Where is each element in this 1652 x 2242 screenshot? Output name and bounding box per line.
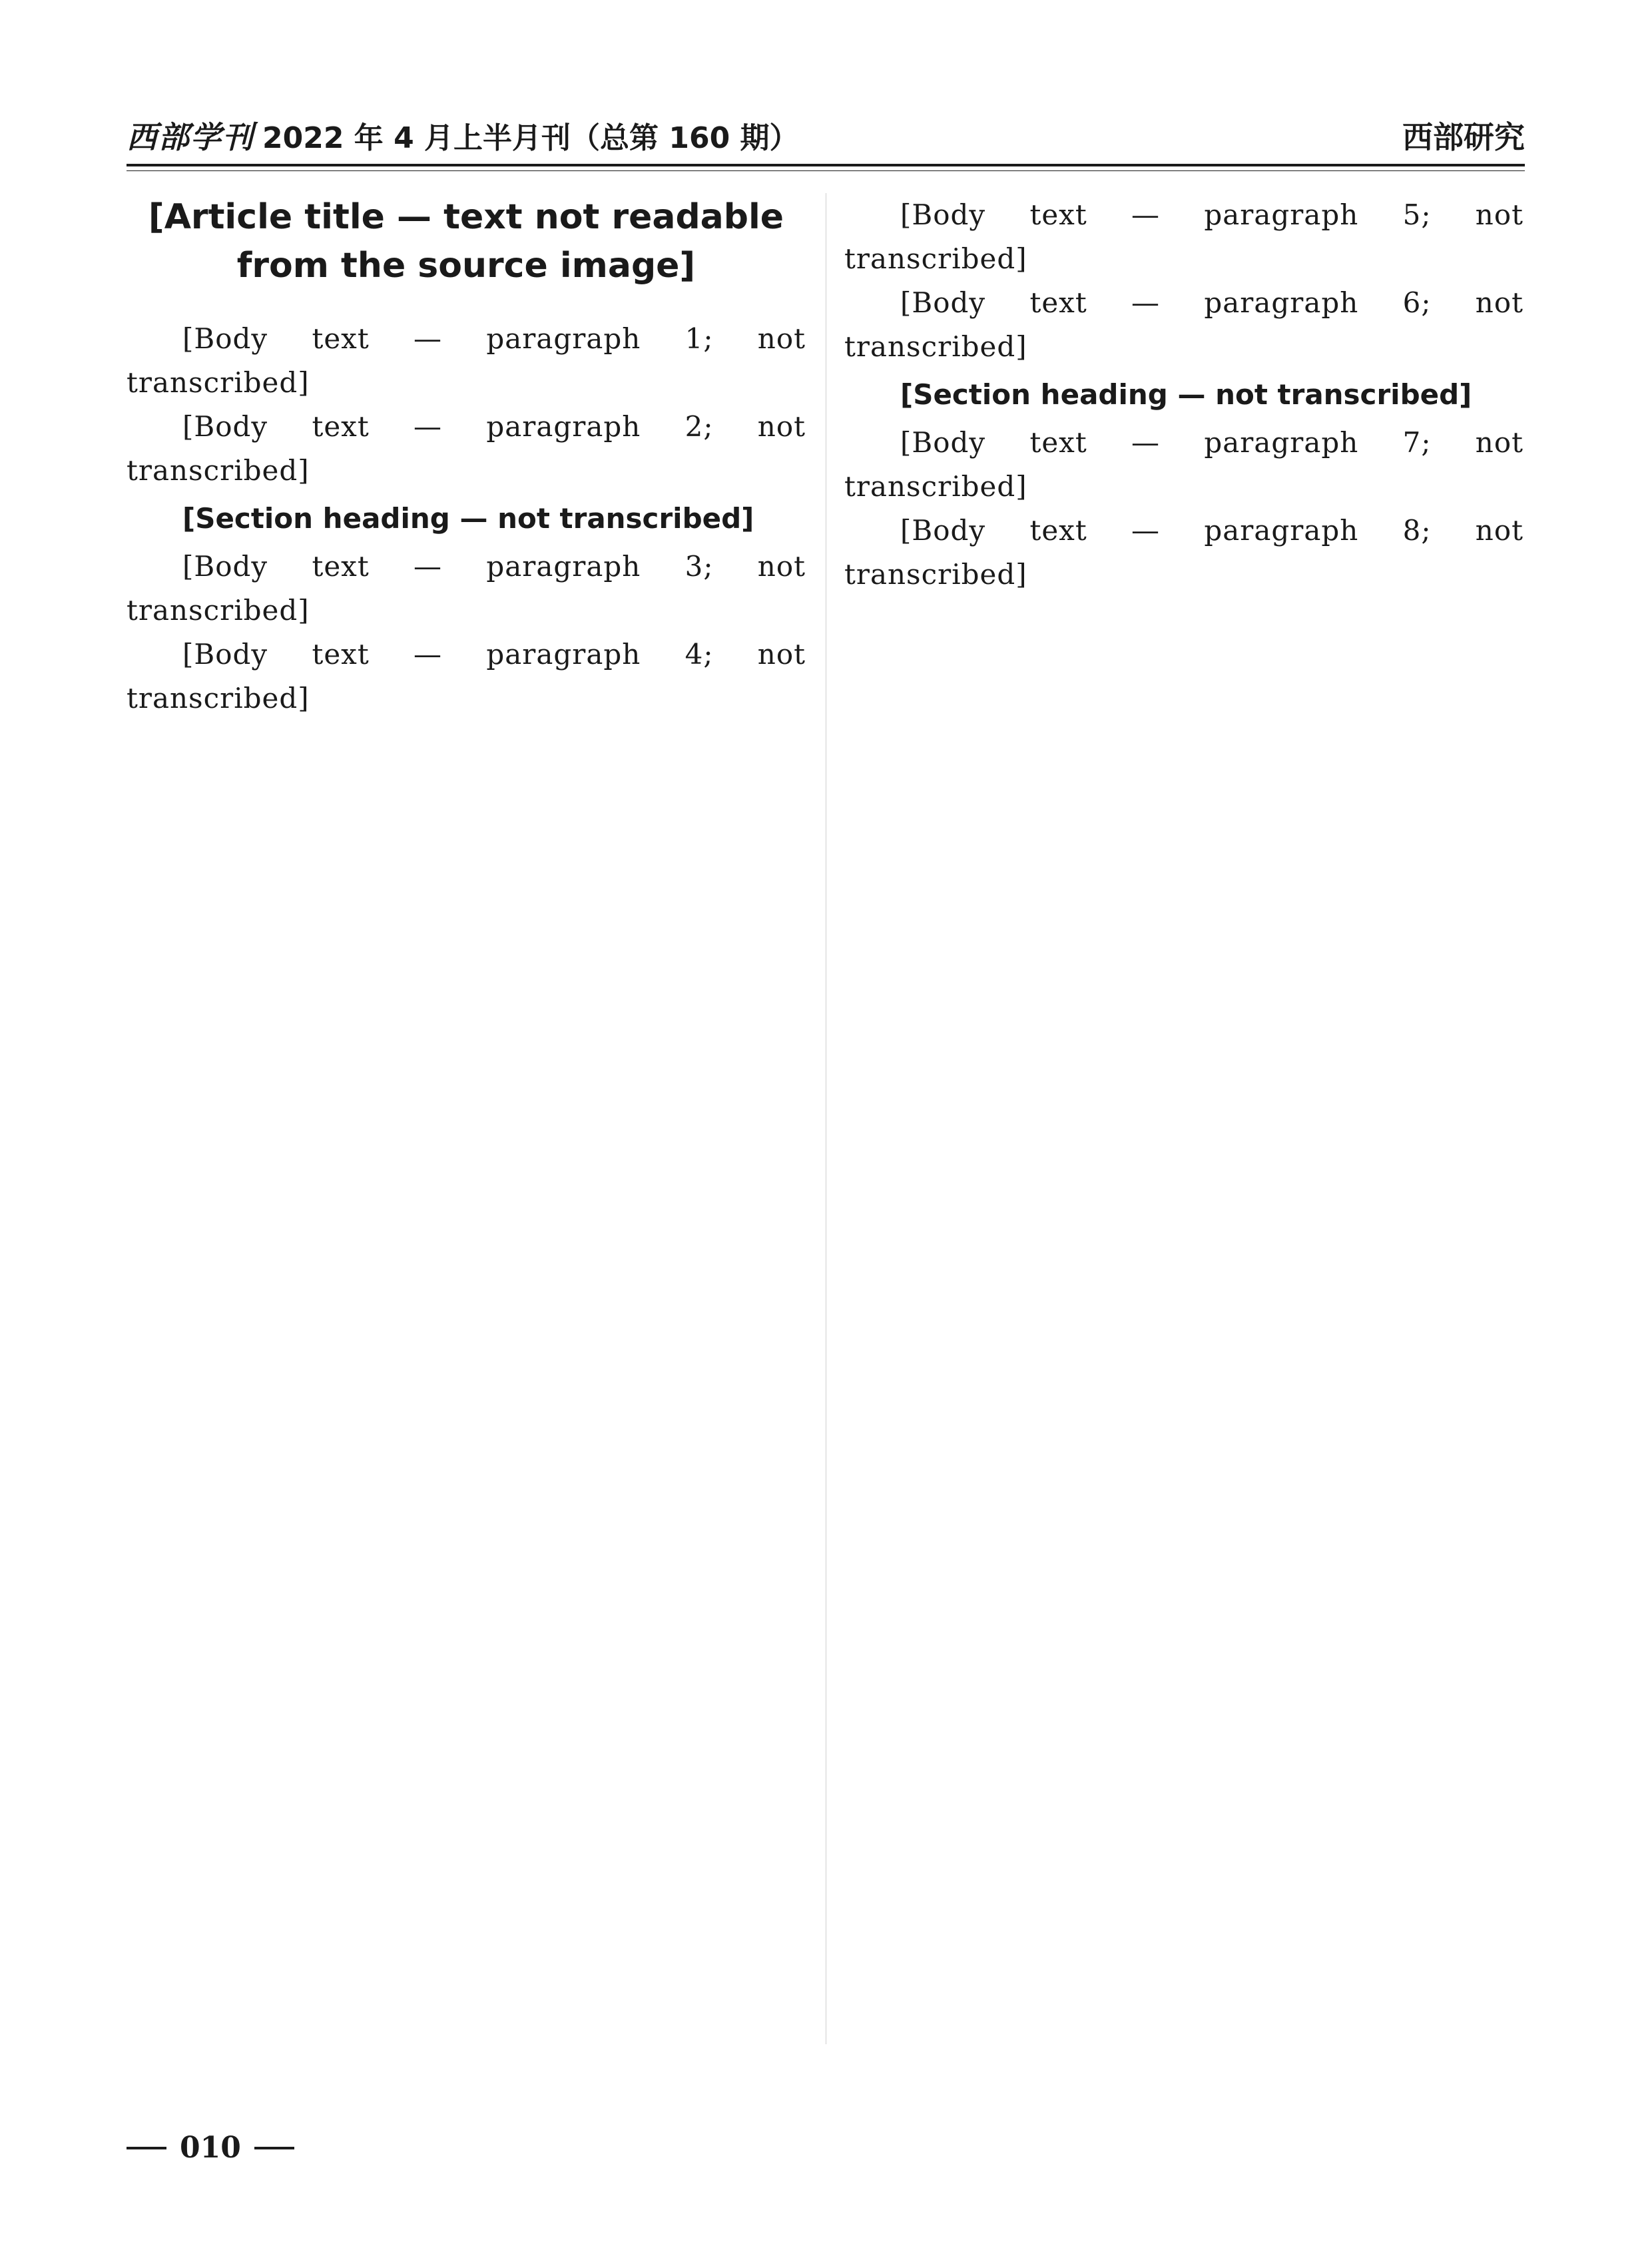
section-heading: [Section heading — not transcribed] [182, 501, 754, 535]
left-column [127, 193, 806, 2058]
footer-dash-right [254, 2147, 294, 2149]
paragraph: [Body text — paragraph 6; not transcribed] [844, 286, 1523, 363]
paragraph: [Body text — paragraph 8; not transcribed] [844, 514, 1523, 591]
right-column [844, 193, 1523, 2058]
issue-info: 2022 年 4 月上半月刊（总第 160 期） [262, 121, 799, 155]
paragraph: [Body text — paragraph 7; not transcribed] [844, 426, 1523, 503]
section-heading: [Section heading — not transcribed] [900, 378, 1472, 411]
article-title: [Article title — text not readable from the source image] [148, 197, 784, 286]
footer-dash-left [127, 2147, 166, 2149]
page-header [127, 113, 1525, 166]
header-left [127, 113, 799, 157]
paragraph: [Body text — paragraph 1; not transcribed] [127, 322, 806, 399]
page-footer [127, 2131, 294, 2165]
paragraph: [Body text — paragraph 5; not transcribed] [844, 198, 1523, 275]
paragraph: [Body text — paragraph 4; not transcribed] [127, 637, 806, 714]
journal-logo: 西部学刊 [127, 119, 254, 155]
header-rule-thin [127, 170, 1525, 171]
section-label: 西部研究 [1402, 119, 1525, 155]
paragraph: [Body text — paragraph 3; not transcribed] [127, 549, 806, 627]
paragraph: [Body text — paragraph 2; not transcribed] [127, 410, 806, 487]
header-rule [127, 164, 1525, 166]
page-number: 010 [180, 2131, 241, 2165]
